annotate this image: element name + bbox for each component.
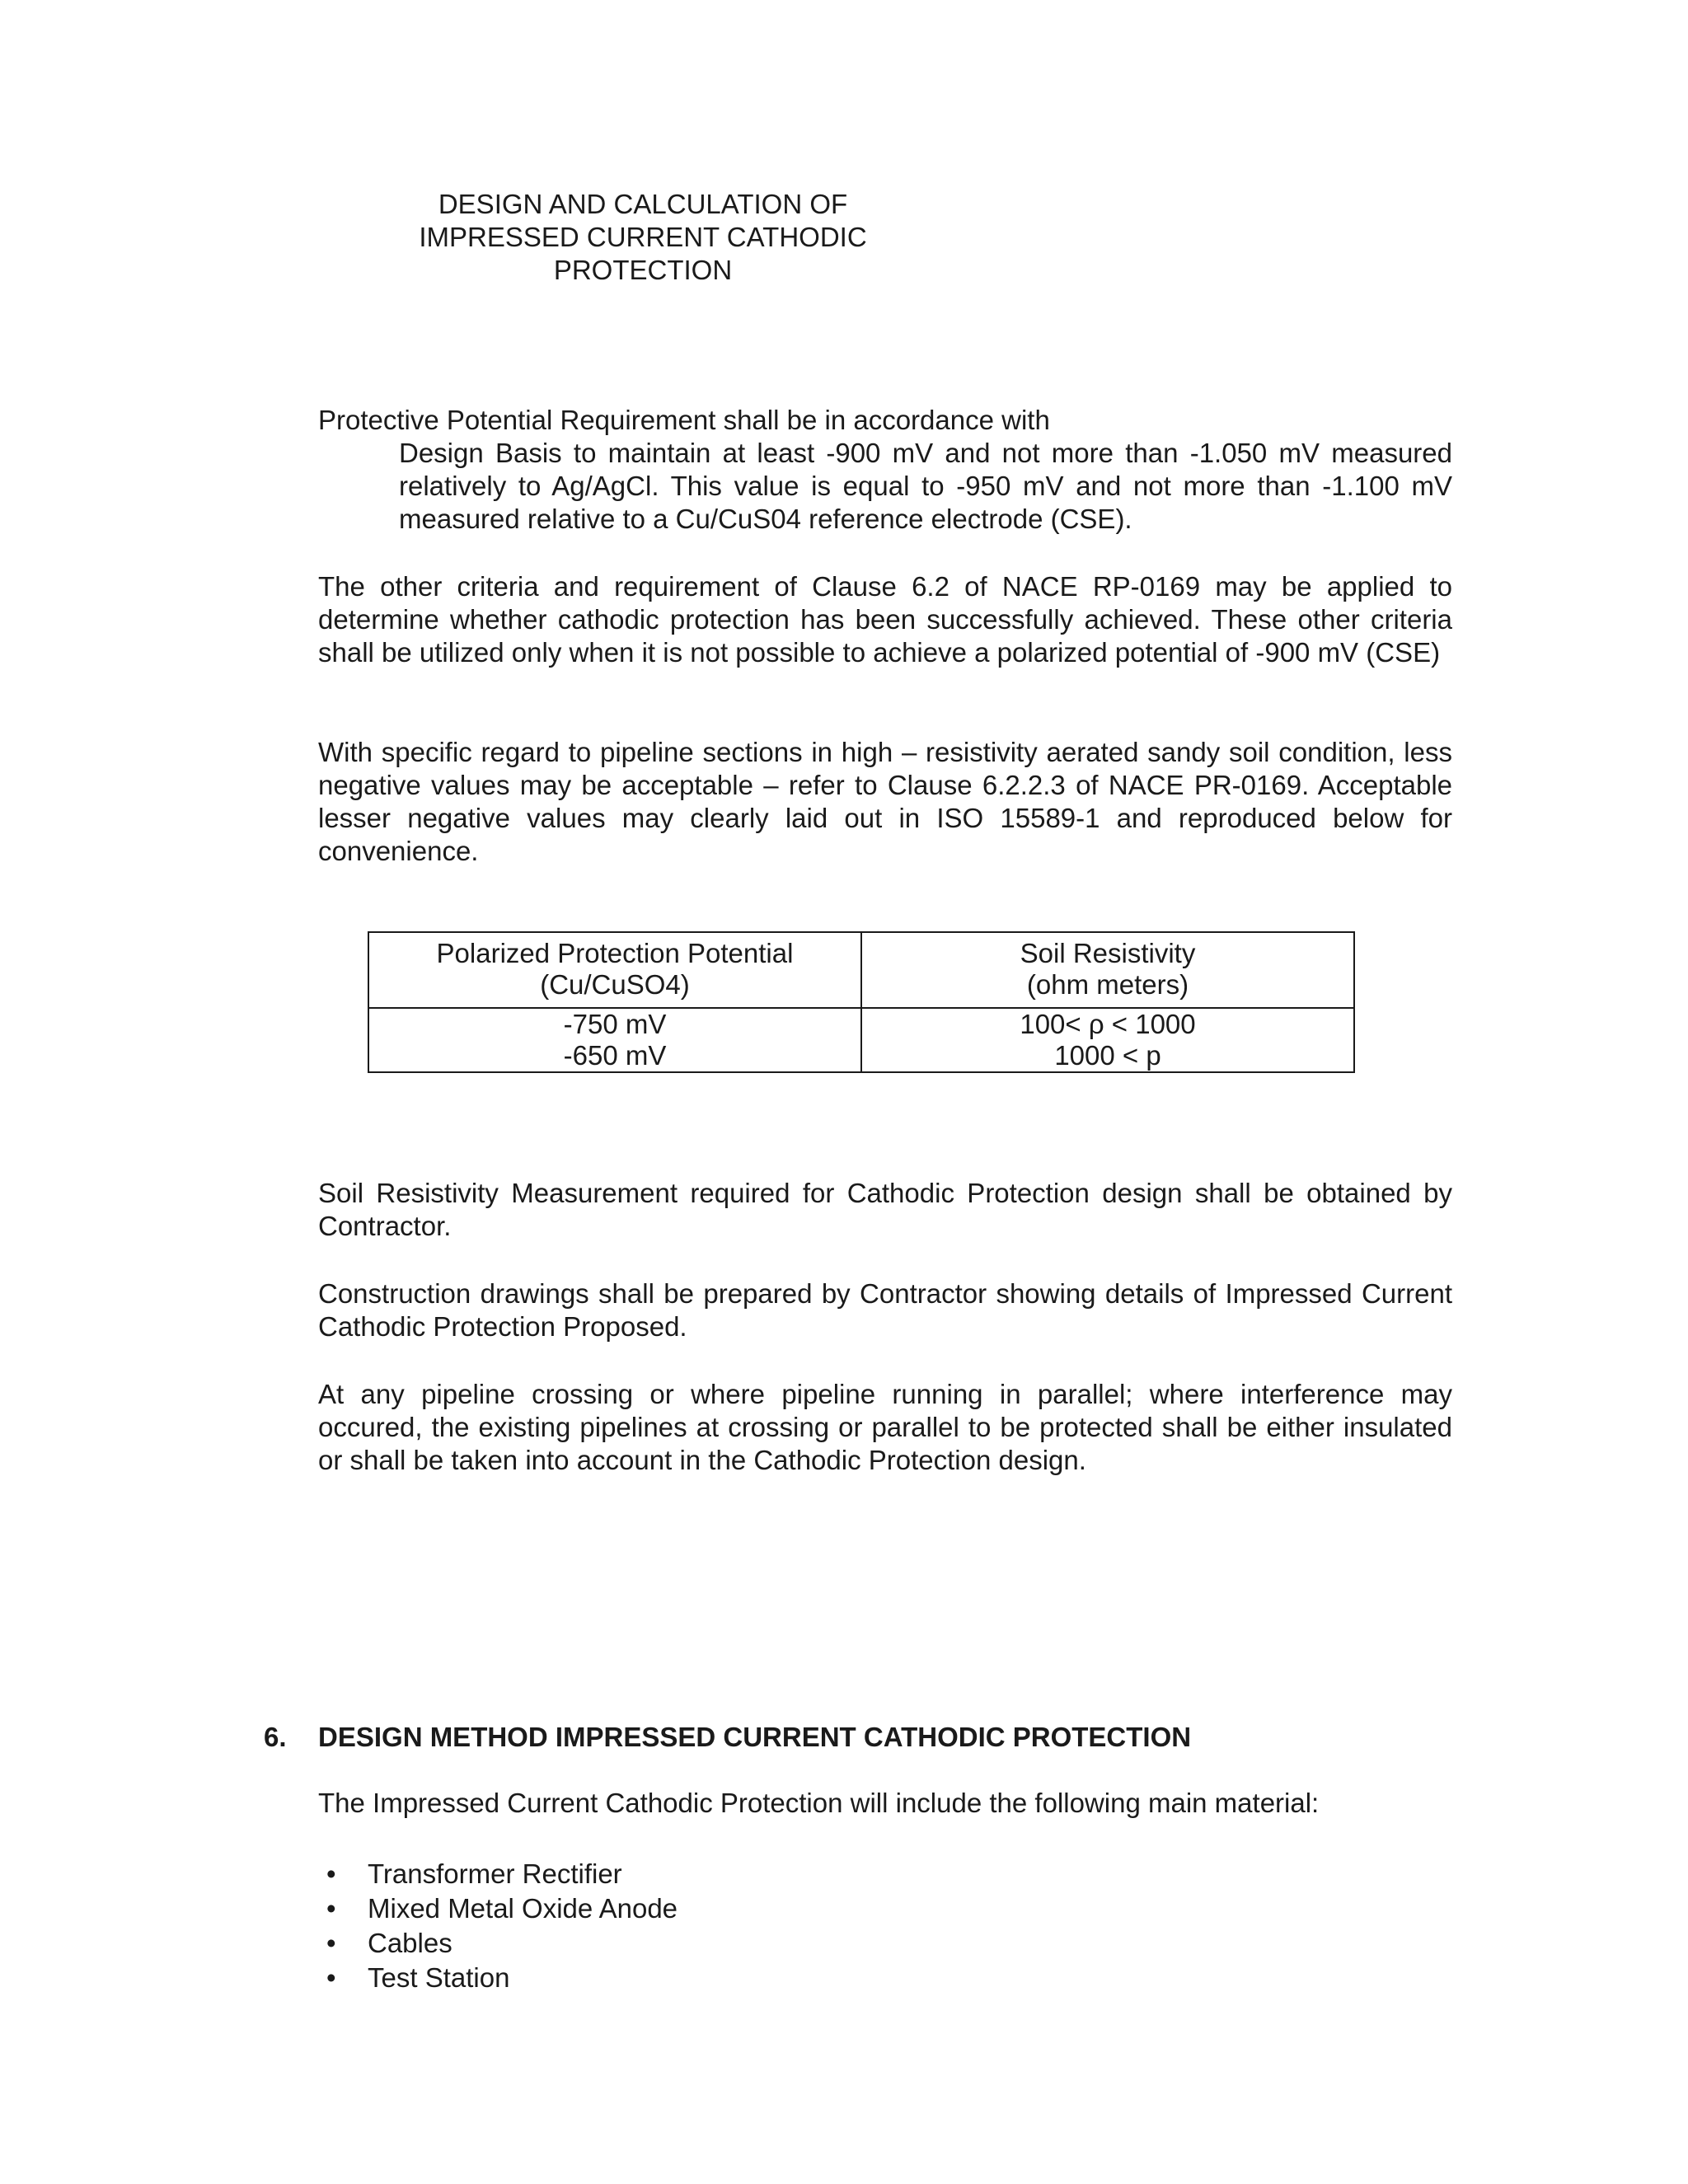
table-header-potential — [368, 932, 861, 1008]
soil-measurement-paragraph — [318, 1177, 1452, 1243]
table-row — [368, 1008, 1354, 1072]
list-item — [318, 1926, 678, 1961]
protective-potential-paragraph — [318, 404, 1452, 536]
paragraph-text: At any pipeline crossing or where pipeline running in parallel; where interference may occured, the existing pipelines at crossing or parallel to be protected shall be either insulated or shall be taken into account in the Cathodic Protection design. — [318, 1379, 1452, 1475]
bullet-icon: • — [326, 1893, 336, 1924]
list-item-label: Mixed Metal Oxide Anode — [368, 1893, 678, 1924]
paragraph-first-line: Protective Potential Requirement shall be in accordance with — [318, 405, 1050, 435]
list-item — [318, 1857, 678, 1891]
table-header-resistivity — [861, 932, 1354, 1008]
title-line-2: IMPRESSED CURRENT CATHODIC — [419, 222, 867, 252]
section-intro: The Impressed Current Cathodic Protection will include the following main material: — [318, 1788, 1320, 1818]
paragraph-text: With specific regard to pipeline sections in high – resistivity aerated sandy soil condition, less negative values may be acceptable – refer to Clause 6.2.2.3 of NACE PR-0169. Acceptable lesser negative values may clearly laid out in ISO 15589-1 and reproduced below for convenience. — [318, 737, 1452, 866]
cell-value: -750 mV — [563, 1009, 667, 1039]
paragraph-text: Soil Resistivity Measurement required for Cathodic Protection design shall be obtained by Contractor. — [318, 1178, 1452, 1241]
header-text: (ohm meters) — [1026, 969, 1189, 1000]
cell-value: 100< ρ < 1000 — [1020, 1009, 1196, 1039]
title-line-3: PROTECTION — [553, 255, 733, 285]
title-line-1: DESIGN AND CALCULATION OF — [438, 189, 848, 219]
header-text: (Cu/CuSO4) — [540, 969, 690, 1000]
table-cell-resistivity — [861, 1008, 1354, 1072]
sandy-soil-paragraph — [318, 736, 1452, 868]
materials-list — [318, 1857, 678, 1995]
header-text: Soil Resistivity — [1020, 938, 1196, 968]
list-item-label: Test Station — [368, 1962, 510, 1993]
pipeline-crossing-paragraph — [318, 1378, 1452, 1477]
bullet-icon: • — [326, 1858, 336, 1889]
potential-resistivity-table — [368, 931, 1355, 1073]
construction-drawings-paragraph — [318, 1277, 1452, 1343]
list-item — [318, 1891, 678, 1926]
section-title: DESIGN METHOD IMPRESSED CURRENT CATHODIC PROTECTION — [318, 1722, 1192, 1752]
bullet-icon: • — [326, 1928, 336, 1958]
header-text: Polarized Protection Potential — [436, 938, 794, 968]
cell-value: 1000 < p — [1054, 1040, 1161, 1071]
cell-value: -650 mV — [563, 1040, 667, 1071]
paragraph-continued: Design Basis to maintain at least -900 mV and not more than -1.050 mV measured relatively to Ag/AgCl. This value is equal to -950 mV and not more than -1.100 mV measured relative to a Cu/CuS04 reference electrode (CSE). — [399, 438, 1452, 534]
bullet-icon: • — [326, 1962, 336, 1993]
criteria-paragraph — [318, 570, 1452, 669]
table-cell-potential — [368, 1008, 861, 1072]
section-heading — [264, 1721, 1191, 1754]
document-title — [396, 188, 890, 287]
paragraph-text: The other criteria and requirement of Clause 6.2 of NACE RP-0169 may be applied to determine whether cathodic protection has been successfully achieved. These other criteria shall be utilized only when it is not possible to achieve a polarized potential of -900 mV (CSE) — [318, 571, 1452, 668]
list-item — [318, 1961, 678, 1995]
paragraph-text: Construction drawings shall be prepared by Contractor showing details of Impressed Current Cathodic Protection Proposed. — [318, 1278, 1452, 1342]
table-header-row — [368, 932, 1354, 1008]
list-item-label: Transformer Rectifier — [368, 1858, 622, 1889]
list-item-label: Cables — [368, 1928, 452, 1958]
section-number: 6. — [264, 1722, 287, 1752]
